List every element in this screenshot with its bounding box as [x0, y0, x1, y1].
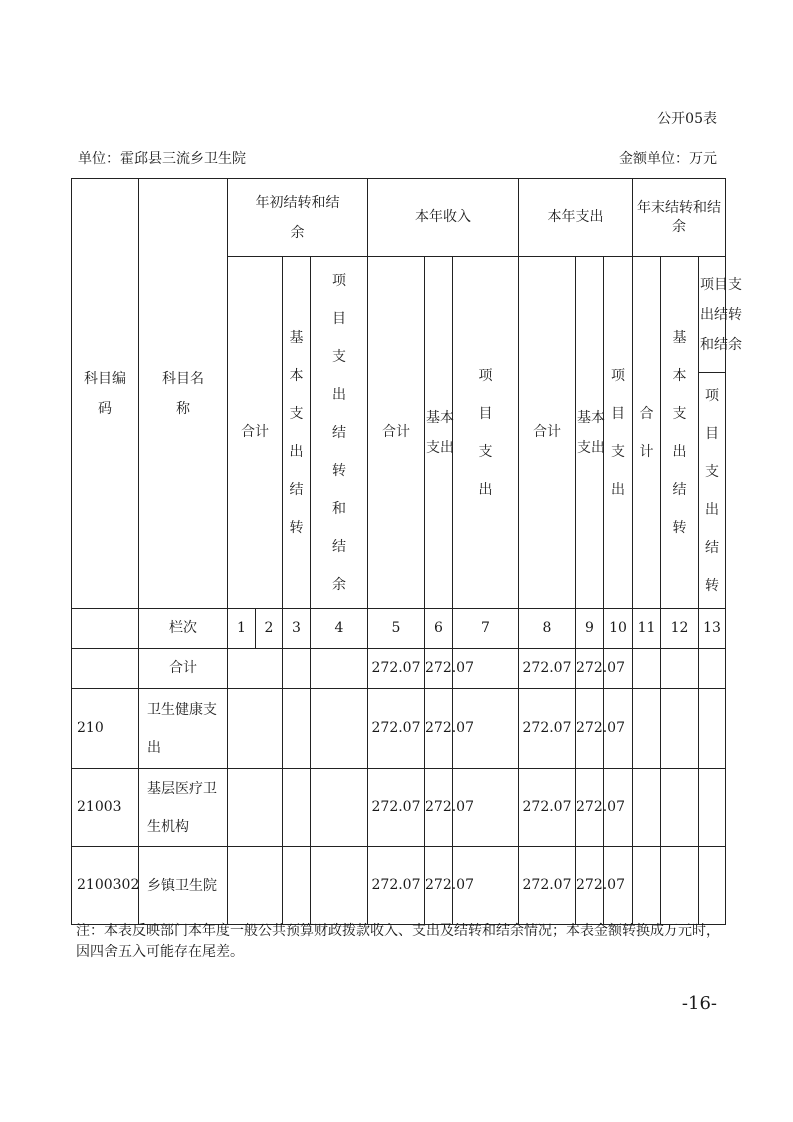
header-end-project-carry-balance: 项目支出结转和结余 [699, 257, 726, 373]
column-number: 5 [368, 609, 425, 649]
column-number: 1 [228, 609, 256, 649]
table-cell [661, 847, 699, 925]
table-cell [228, 689, 283, 769]
column-number: 9 [576, 609, 604, 649]
table-cell [228, 847, 283, 925]
table-cell: 272.07 [425, 769, 453, 847]
column-number: 12 [661, 609, 699, 649]
column-number: 10 [604, 609, 633, 649]
table-cell [633, 689, 661, 769]
table-cell: 272.07 [576, 847, 604, 925]
row-name: 基层医疗卫生机构 [139, 769, 228, 847]
table-cell: 272.07 [368, 847, 425, 925]
row-name: 乡镇卫生院 [139, 847, 228, 925]
table-cell: 272.07 [368, 769, 425, 847]
table-cell: 272.07 [425, 689, 453, 769]
table-cell [311, 769, 368, 847]
column-number: 7 [453, 609, 519, 649]
table-cell: 272.07 [576, 649, 604, 689]
header-expense-total: 合计 [519, 257, 576, 609]
header-group-expense: 本年支出 [519, 179, 633, 257]
page-number: -16- [681, 993, 717, 1014]
header-end-basic-carry: 基本支出结转 [661, 257, 699, 609]
table-cell: 272.07 [425, 649, 453, 689]
table-cell [699, 649, 726, 689]
header-begin-total: 合计 [228, 257, 283, 609]
table-cell: 272.07 [519, 649, 576, 689]
column-number: 8 [519, 609, 576, 649]
table-cell [283, 689, 311, 769]
header-begin-basic-carry: 基本支出结转 [283, 257, 311, 609]
amount-unit-label: 金额单位：万元 [619, 151, 717, 167]
row-code: 210 [72, 689, 139, 769]
table-row [72, 847, 726, 925]
row-code [72, 649, 139, 689]
header-income-basic: 基本支出 [425, 257, 453, 609]
table-row [72, 689, 726, 769]
table-row [72, 769, 726, 847]
table-cell [661, 689, 699, 769]
table-cell [283, 847, 311, 925]
header-income-total: 合计 [368, 257, 425, 609]
header-begin-project-carry-balance: 项目支出结转和结余 [311, 257, 368, 609]
table-note: 注：本表反映部门本年度一般公共预算财政拨款收入、支出及结转和结余情况；本表金额转换成万元时，因四舍五入可能存在尾差。 [76, 923, 720, 960]
table-cell [633, 769, 661, 847]
column-number: 6 [425, 609, 453, 649]
header-end-total: 合计 [633, 257, 661, 609]
column-order-label: 栏次 [139, 609, 228, 649]
table-cell: 272.07 [576, 769, 604, 847]
header-subject-code: 科目编码 [72, 179, 139, 609]
table-cell [633, 847, 661, 925]
header-subject-name: 科目名称 [139, 179, 228, 609]
table-cell: 272.07 [368, 649, 425, 689]
header-end-project-carry: 项目支出结转 [699, 373, 726, 609]
table-cell [283, 769, 311, 847]
table-cell [661, 769, 699, 847]
table-cell: 272.07 [368, 689, 425, 769]
header-group-end: 年末结转和结余 [633, 179, 726, 257]
header-expense-project: 项目支出 [604, 257, 633, 609]
table-cell: 272.07 [576, 689, 604, 769]
column-number: 3 [283, 609, 311, 649]
table-cell: 272.07 [519, 769, 576, 847]
header-expense-basic: 基本支出 [576, 257, 604, 609]
table-cell [633, 649, 661, 689]
table-cell: 272.07 [519, 689, 576, 769]
header-income-project: 项目支出 [453, 257, 519, 609]
table-cell [311, 689, 368, 769]
table-cell [228, 769, 283, 847]
row-code: 2100302 [72, 847, 139, 925]
header-group-begin: 年初结转和结余 [228, 179, 368, 257]
table-cell [228, 649, 283, 689]
table-cell [283, 649, 311, 689]
table-cell [699, 847, 726, 925]
table-cell [699, 689, 726, 769]
row-name: 合计 [139, 649, 228, 689]
table-cell [311, 847, 368, 925]
row-name: 卫生健康支出 [139, 689, 228, 769]
header-group-income: 本年收入 [368, 179, 519, 257]
column-number: 4 [311, 609, 368, 649]
fiscal-carryover-table [71, 178, 742, 925]
table-cell [699, 769, 726, 847]
row-code: 21003 [72, 769, 139, 847]
column-number: 11 [633, 609, 661, 649]
table-tag: 公开05表 [657, 111, 717, 127]
table-cell [661, 649, 699, 689]
table-cell: 272.07 [519, 847, 576, 925]
column-number: 2 [256, 609, 283, 649]
column-number: 13 [699, 609, 726, 649]
column-order-blank [72, 609, 139, 649]
table-cell [311, 649, 368, 689]
table-cell: 272.07 [425, 847, 453, 925]
unit-label: 单位：霍邱县三流乡卫生院 [78, 151, 246, 167]
